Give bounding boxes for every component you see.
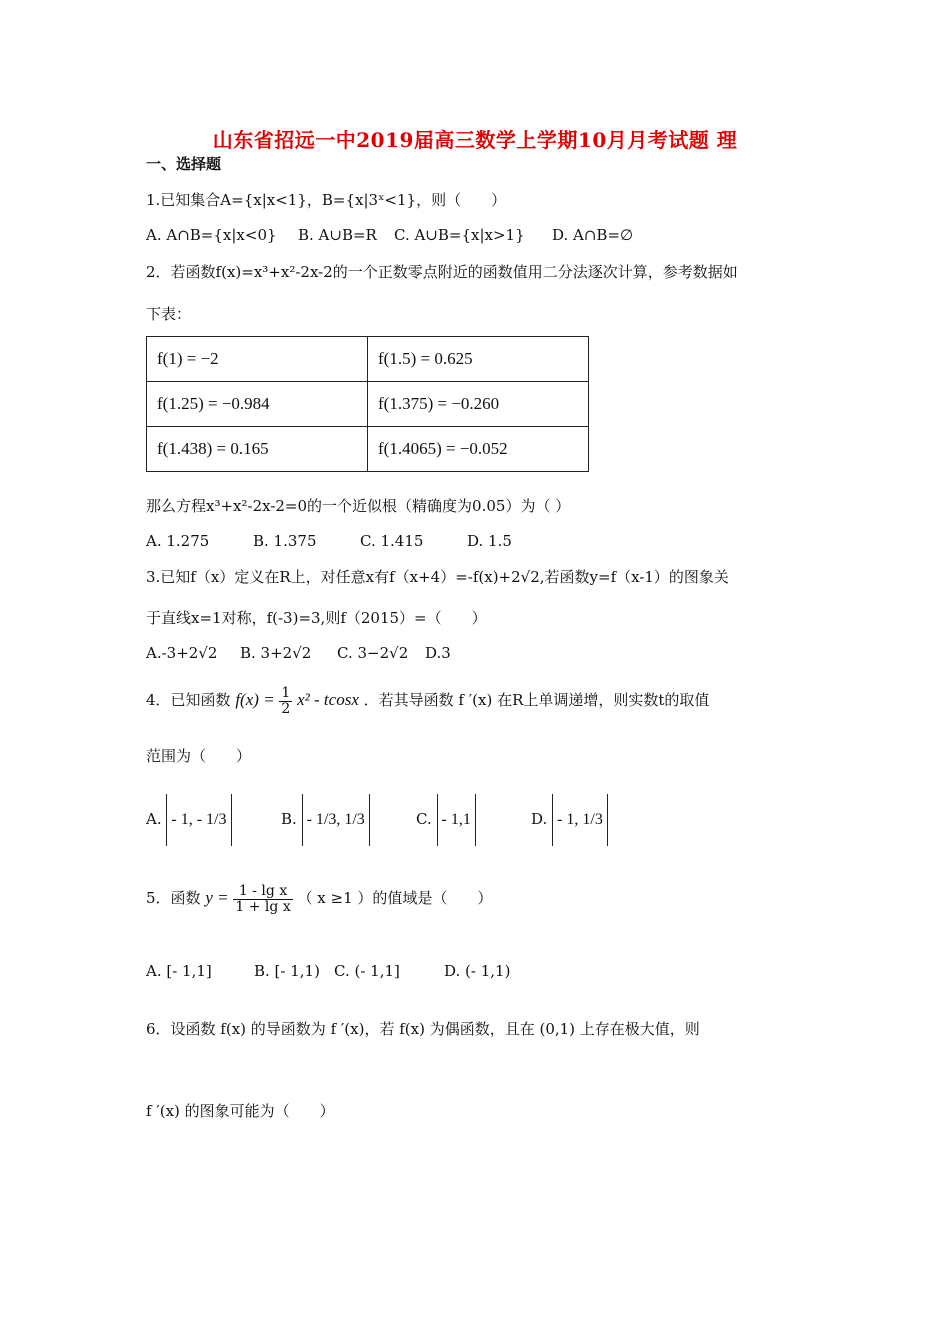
q4-stem-suffix: ．若其导函数 f ′(x) 在R上单调递增，则实数t的取值 <box>363 691 710 709</box>
q4-options <box>146 794 608 846</box>
q1-option-b: B. A∪B=R <box>298 226 377 244</box>
q5-y: y = <box>205 888 229 907</box>
q2-option-c: C. 1.415 <box>360 532 424 550</box>
option-interval: - 1,1 <box>437 794 476 846</box>
frac-denominator: 1 + lg x <box>235 898 291 915</box>
table-cell: f(1.5) = 0.625 <box>368 337 589 382</box>
q2-option-a: A. 1.275 <box>146 532 210 550</box>
option-interval: - 1, - 1/3 <box>166 794 231 846</box>
q5-option-a: A. [- 1,1] <box>146 962 212 980</box>
q2-value-table <box>146 336 589 472</box>
q5-option-c: C. (- 1,1] <box>334 962 400 980</box>
q2-stem-line3: 那么方程x³+x²-2x-2=0的一个近似根（精确度为0.05）为（ ） <box>146 497 571 515</box>
table-row <box>147 337 589 382</box>
q3-option-a: A.-3+2√2 <box>146 644 218 662</box>
q5-options <box>146 960 510 982</box>
q1-option-a: A. A∩B={x|x<0} <box>146 226 277 244</box>
q1-options <box>146 224 633 246</box>
q2-options <box>146 530 512 552</box>
q4-option-a <box>146 794 281 846</box>
table-cell: f(1.375) = −0.260 <box>368 382 589 427</box>
q4-expression: x² - tcosx <box>297 690 359 709</box>
q4-fraction <box>279 686 292 717</box>
frac-numerator: 1 - lg x <box>233 884 292 900</box>
q4-stem-prefix: 4．已知函数 <box>146 691 231 709</box>
q5-condition: （ x ≥1 ）的值域是（ ） <box>297 889 493 907</box>
q2-option-b: B. 1.375 <box>253 532 317 550</box>
table-cell: f(1) = −2 <box>147 337 368 382</box>
table-cell: f(1.25) = −0.984 <box>147 382 368 427</box>
q3-stem-line2: 于直线x=1对称，f(-3)=3,则f（2015）=（ ） <box>146 609 487 627</box>
q3-option-b: B. 3+2√2 <box>240 644 312 662</box>
q1-option-d: D. A∩B=∅ <box>552 226 634 244</box>
q5-option-b: B. [- 1,1) <box>254 962 320 980</box>
frac-denominator: 2 <box>281 700 291 717</box>
q5-stem-prefix: 5．函数 <box>146 889 201 907</box>
q4-stem-line1 <box>146 682 709 718</box>
option-interval: - 1/3, 1/3 <box>302 794 370 846</box>
q5-fraction <box>233 884 292 915</box>
q6-stem-line1: 6．设函数 f(x) 的导函数为 f ′(x)，若 f(x) 为偶函数，且在 (0,1) 上存在极大值，则 <box>146 1020 700 1038</box>
q4-option-d <box>531 794 608 846</box>
table-row <box>147 427 589 472</box>
q5-stem <box>146 878 492 918</box>
q1-stem: 1.已知集合A={x|x<1}，B={x|3ˣ<1}，则（ ） <box>146 191 507 209</box>
option-label: C. <box>416 810 432 828</box>
frac-numerator: 1 <box>281 684 291 701</box>
q4-option-b <box>281 794 416 846</box>
section-heading: 一、选择题 <box>146 155 222 173</box>
option-label: A. <box>146 810 162 828</box>
q3-stem-line1: 3.已知f（x）定义在R上，对任意x有f（x+4）=-f(x)+2√2,若函数y=f（x-1）的图象关 <box>146 568 729 586</box>
q2-option-d: D. 1.5 <box>467 532 512 550</box>
q3-option-c: C. 3−2√2 <box>337 644 409 662</box>
q3-option-d: D.3 <box>425 644 451 662</box>
q3-options <box>146 642 451 664</box>
q6-stem-line2: f ′(x) 的图象可能为（ ） <box>146 1102 335 1120</box>
option-interval: - 1, 1/3 <box>552 794 608 846</box>
page-title: 山东省招远一中2019届高三数学上学期10月月考试题 理 <box>212 128 738 152</box>
q4-stem-line2: 范围为（ ） <box>146 747 252 765</box>
q4-option-c <box>416 794 531 846</box>
option-label: B. <box>281 810 297 828</box>
q4-function: f(x) = <box>235 690 275 709</box>
table-cell: f(1.4065) = −0.052 <box>368 427 589 472</box>
q1-option-c: C. A∪B={x|x>1} <box>394 226 525 244</box>
q2-stem-line1: 2．若函数f(x)=x³+x²-2x-2的一个正数零点附近的函数值用二分法逐次计算，参考数据如 <box>146 263 738 281</box>
table-cell: f(1.438) = 0.165 <box>147 427 368 472</box>
q2-stem-line2: 下表： <box>146 305 192 323</box>
option-label: D. <box>531 810 548 828</box>
table-row <box>147 382 589 427</box>
q5-option-d: D. (- 1,1) <box>444 962 511 980</box>
